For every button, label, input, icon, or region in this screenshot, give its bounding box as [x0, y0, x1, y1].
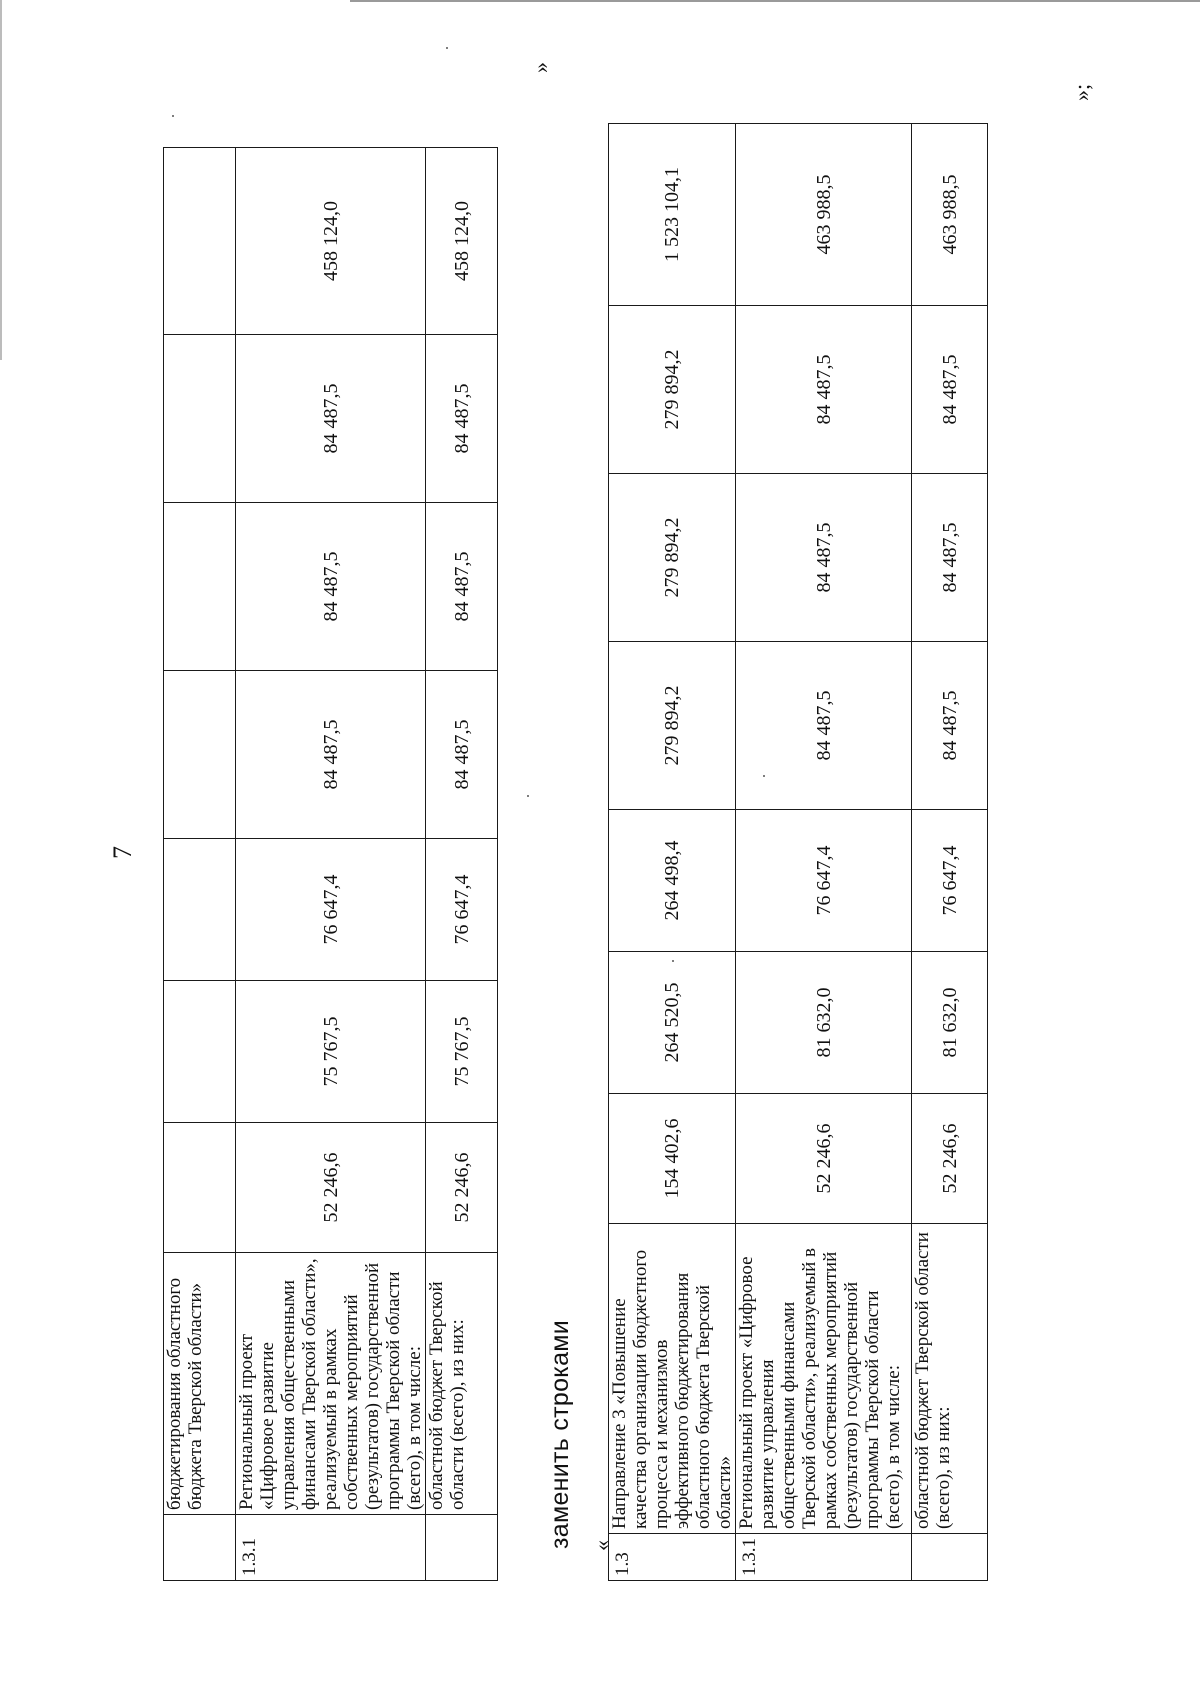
value-cell: 279 894,2 — [609, 474, 736, 642]
table-row — [736, 124, 912, 1581]
value-cell: 84 487,5 — [736, 474, 912, 642]
value-cell — [164, 148, 236, 335]
row-code: 1.3 — [609, 1534, 736, 1581]
closing-quote-mark: » — [528, 62, 553, 73]
value-cell: 84 487,5 — [426, 671, 498, 839]
row-description: Региональный проект «Цифровое развитие управления общественными финансами Тверской области», реализуемый в рамках собственных мероприятий (результатов) государственной программы Тверской области (всего), в том числе: — [236, 1253, 426, 1515]
scan-speck — [172, 115, 174, 117]
row-description: областной бюджет Тверской области (всего), из них: — [912, 1224, 988, 1534]
table-row — [912, 124, 988, 1581]
value-cell: 52 246,6 — [736, 1094, 912, 1224]
value-cell — [164, 671, 236, 839]
value-cell: 84 487,5 — [912, 306, 988, 474]
row-description: областной бюджет Тверской области (всего), из них: — [426, 1253, 498, 1515]
value-cell — [164, 839, 236, 981]
value-cell: 76 647,4 — [236, 839, 426, 981]
row-code: 1.3.1 — [736, 1534, 912, 1581]
value-cell: 84 487,5 — [426, 335, 498, 503]
table-row — [426, 148, 498, 1581]
value-cell: 1 523 104,1 — [609, 124, 736, 306]
row-description: Региональный проект «Цифровое развитие управления общественными финансами Тверской области», реализуемый в рамках собственных мероприятий (результатов) государственной программы Тверской области (всего), в том числе: — [736, 1224, 912, 1534]
scan-speck — [672, 960, 674, 962]
value-cell: 264 520,5 — [609, 952, 736, 1094]
value-cell: 279 894,2 — [609, 306, 736, 474]
scan-speck — [527, 795, 529, 797]
value-cell: 84 487,5 — [912, 642, 988, 810]
table-row — [609, 124, 736, 1581]
table-top — [163, 147, 498, 1581]
table-bottom — [608, 123, 988, 1581]
table-row — [236, 148, 426, 1581]
value-cell: 463 988,5 — [736, 124, 912, 306]
row-description: бюджетирования областного бюджета Тверской области» — [164, 1253, 236, 1515]
row-code — [912, 1534, 988, 1581]
value-cell — [164, 503, 236, 671]
value-cell: 76 647,4 — [736, 810, 912, 952]
value-cell: 75 767,5 — [236, 981, 426, 1123]
value-cell: 458 124,0 — [426, 148, 498, 335]
value-cell: 458 124,0 — [236, 148, 426, 335]
value-cell: 76 647,4 — [912, 810, 988, 952]
value-cell: 84 487,5 — [736, 306, 912, 474]
value-cell: 84 487,5 — [912, 474, 988, 642]
page-number: 7 — [108, 846, 137, 859]
closing-quote-mark: »; — [1069, 83, 1094, 101]
opening-quote-mark: « — [589, 1540, 614, 1551]
value-cell: 84 487,5 — [236, 335, 426, 503]
value-cell: 264 498,4 — [609, 810, 736, 952]
value-cell: 279 894,2 — [609, 642, 736, 810]
value-cell: 463 988,5 — [912, 124, 988, 306]
value-cell: 84 487,5 — [236, 671, 426, 839]
scan-speck — [763, 775, 765, 777]
value-cell: 52 246,6 — [426, 1123, 498, 1253]
value-cell: 52 246,6 — [236, 1123, 426, 1253]
value-cell: 75 767,5 — [426, 981, 498, 1123]
value-cell: 84 487,5 — [736, 642, 912, 810]
value-cell: 84 487,5 — [236, 503, 426, 671]
value-cell: 52 246,6 — [912, 1094, 988, 1224]
value-cell: 84 487,5 — [426, 503, 498, 671]
value-cell: 76 647,4 — [426, 839, 498, 981]
scan-speck — [446, 47, 448, 49]
replace-heading: заменить строками — [546, 1319, 574, 1549]
value-cell — [164, 335, 236, 503]
value-cell — [164, 1123, 236, 1253]
value-cell: 81 632,0 — [912, 952, 988, 1094]
row-code — [164, 1515, 236, 1581]
table-row — [164, 148, 236, 1581]
row-code — [426, 1515, 498, 1581]
value-cell: 154 402,6 — [609, 1094, 736, 1224]
row-code: 1.3.1 — [236, 1515, 426, 1581]
value-cell — [164, 981, 236, 1123]
value-cell: 81 632,0 — [736, 952, 912, 1094]
row-description: Направление 3 «Повышение качества организации бюджетного процесса и механизмов эффективного бюджетирования областного бюджета Тверской области» — [609, 1224, 736, 1534]
